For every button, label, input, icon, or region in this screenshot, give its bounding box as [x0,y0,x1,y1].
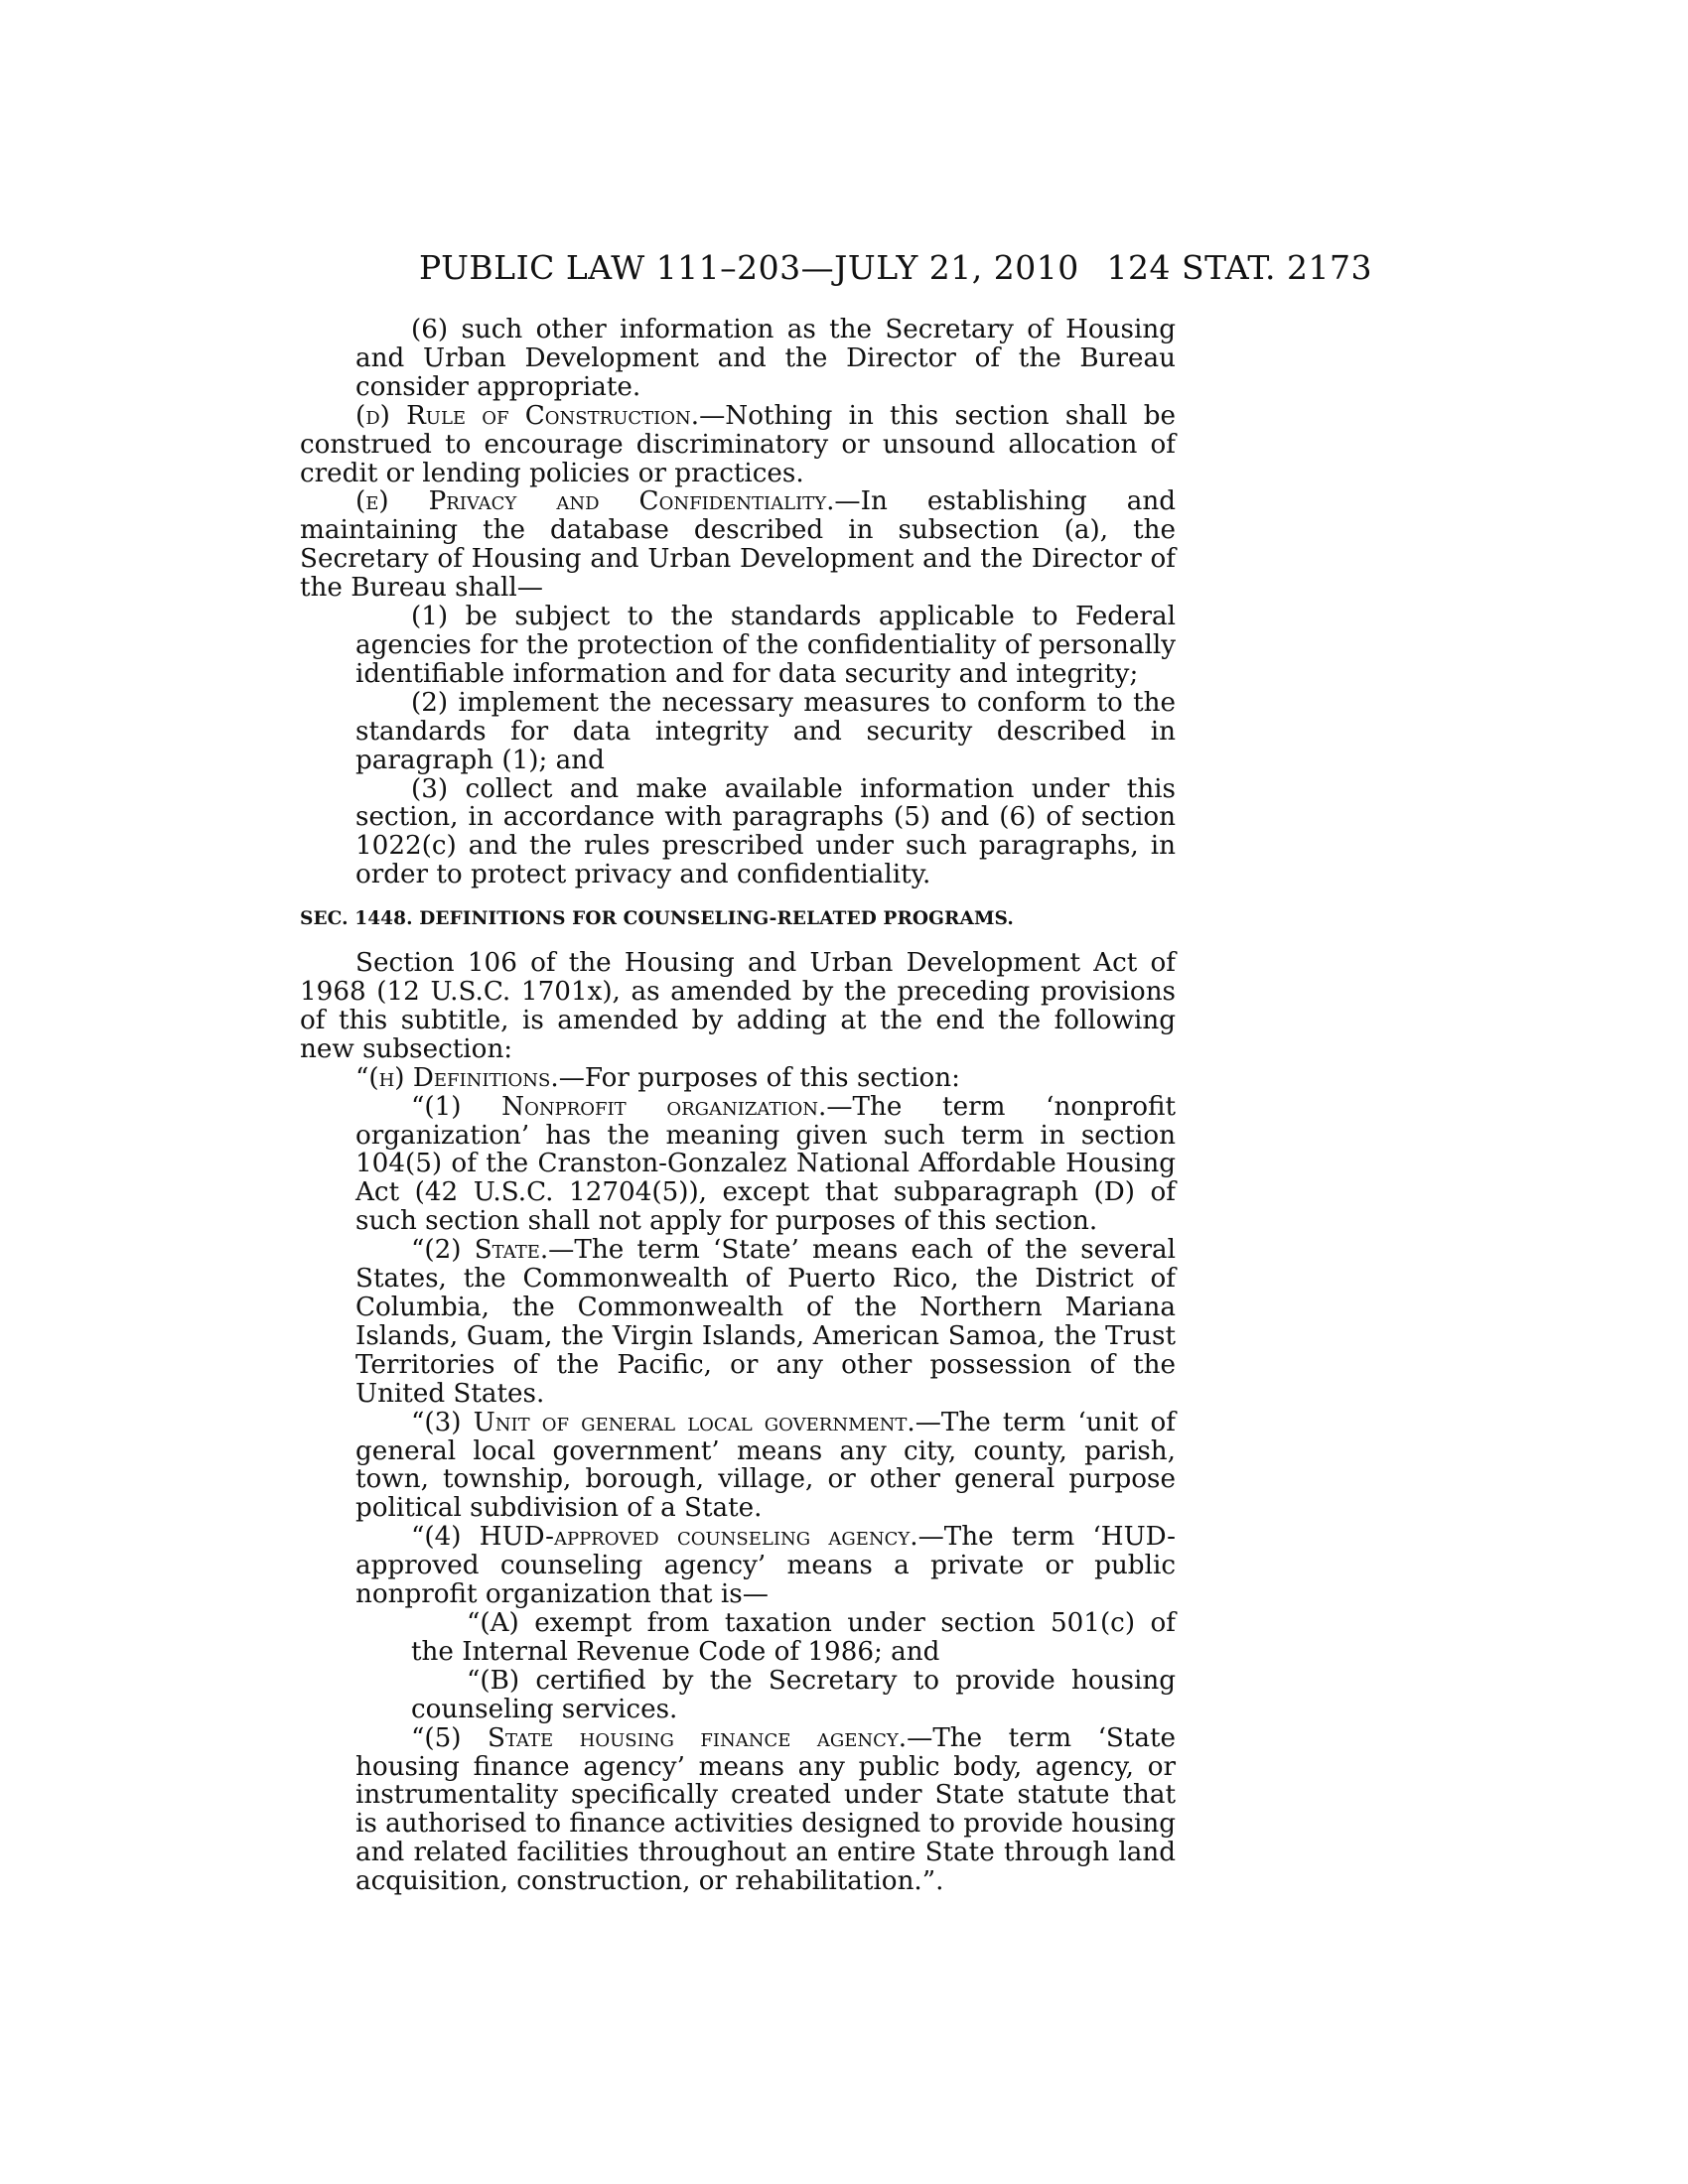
paragraph-text: Section 106 of the Housing and Urban Development Act of 1968 (12 U.S.C. 1701x), as amended by the preceding provisions of this subtitle, is amended by adding at the end the following new subsection: [300,948,1176,1064]
section-heading: SEC. 1448. DEFINITIONS FOR COUNSELING-RELATED PROGRAMS. [300,908,1014,930]
subsection-text: —Nothing in this section shall be construed to encourage discriminatory or unsound allocation of credit or lending policies or practices. [300,400,1176,488]
definition-text: —The term ‘State housing finance agency’ means any public body, agency, or instrumentality specifically created under State statute that is authorised to finance activities designed to provide housing and related facilities throughout an entire State through land acquisition, construction, or rehabilitation.”. [355,1722,1176,1897]
subsection-heading: (e) Privacy and Confidentiality. [355,486,835,517]
definition-1 [300,1093,1176,1237]
paragraph-text: (6) such other information as the Secretary of Housing and Urban Development and the Director of the Bureau consider appropriate. [355,315,1176,402]
clause-4a [300,1609,1176,1667]
statute-page-number: 124 STAT. 2173 [1106,248,1372,287]
definition-text: —The term ‘State’ means each of the several States, the Commonwealth of Puerto Rico, the District of Columbia, the Commonwealth of the Northern Mariana Islands, Guam, the Virgin Islands, American Samoa, the Trust Territories of the Pacific, or any other possession of the United States. [355,1235,1176,1409]
paragraph-e3 [300,775,1176,890]
definition-2 [300,1236,1176,1408]
subsection-d [300,402,1176,488]
statute-body [300,316,1176,1896]
page-header-title: PUBLIC LAW 111–203—JULY 21, 2010 [419,248,1079,287]
paragraph-text: (3) collect and make available information under this section, in accordance with paragraphs (5) and (6) of section 1022(c) and the rules prescribed under such paragraphs, in order to protect privacy and confidentiality. [355,773,1176,890]
paragraph-e1 [300,603,1176,689]
definition-4 [300,1523,1176,1609]
definition-heading: “(5) State housing finance agency. [411,1722,908,1753]
definition-5 [300,1724,1176,1896]
definition-heading: “(2) State. [411,1235,549,1266]
definition-text: —The term ‘nonprofit organization’ has the meaning given such term in section 104(5) of the Cranston-Gonzalez National Affordable Housing Act (42 U.S.C. 12704(5)), except that subparagraph (D) of such section shall not apply for purposes of this section. [355,1091,1176,1237]
definition-text: —The term ‘unit of general local government’ means any city, county, parish, town, township, borough, village, or other general purpose political subdivision of a State. [355,1407,1176,1524]
definition-3 [300,1409,1176,1524]
page-header [300,245,1372,291]
clause-4b [300,1667,1176,1724]
subsection-heading: “(h) Definitions. [355,1062,559,1093]
section-intro [300,949,1176,1064]
subsection-h [300,1064,1176,1093]
paragraph-text: (2) implement the necessary measures to conform to the standards for data integrity and security described in paragraph (1); and [355,687,1176,775]
paragraph-c6 [300,316,1176,402]
definition-heading: “(4) HUD-approved counseling agency. [411,1522,918,1553]
definition-heading: “(3) Unit of general local government. [411,1407,915,1437]
subsection-text: —For purposes of this section: [558,1062,960,1093]
paragraph-text: (1) be subject to the standards applicable to Federal agencies for the protection of the confidentiality of personally identifiable information and for data security and integrity; [355,602,1176,689]
definition-heading: “(1) Nonprofit organization. [411,1091,827,1122]
subsection-heading: (d) Rule of Construction. [355,400,700,431]
paragraph-e2 [300,689,1176,775]
definition-text: —The term ‘HUD-approved counseling agency’ means a private or public nonprofit organization that is— [355,1522,1176,1610]
subsection-e [300,487,1176,603]
clause-text: “(B) certified by the Secretary to provide housing counseling services. [411,1665,1176,1724]
subsection-text: —In establishing and maintaining the database described in subsection (a), the Secretary of Housing and Urban Development and the Director of the Bureau shall— [300,486,1176,604]
clause-text: “(A) exempt from taxation under section 501(c) of the Internal Revenue Code of 1986; and [411,1607,1176,1667]
